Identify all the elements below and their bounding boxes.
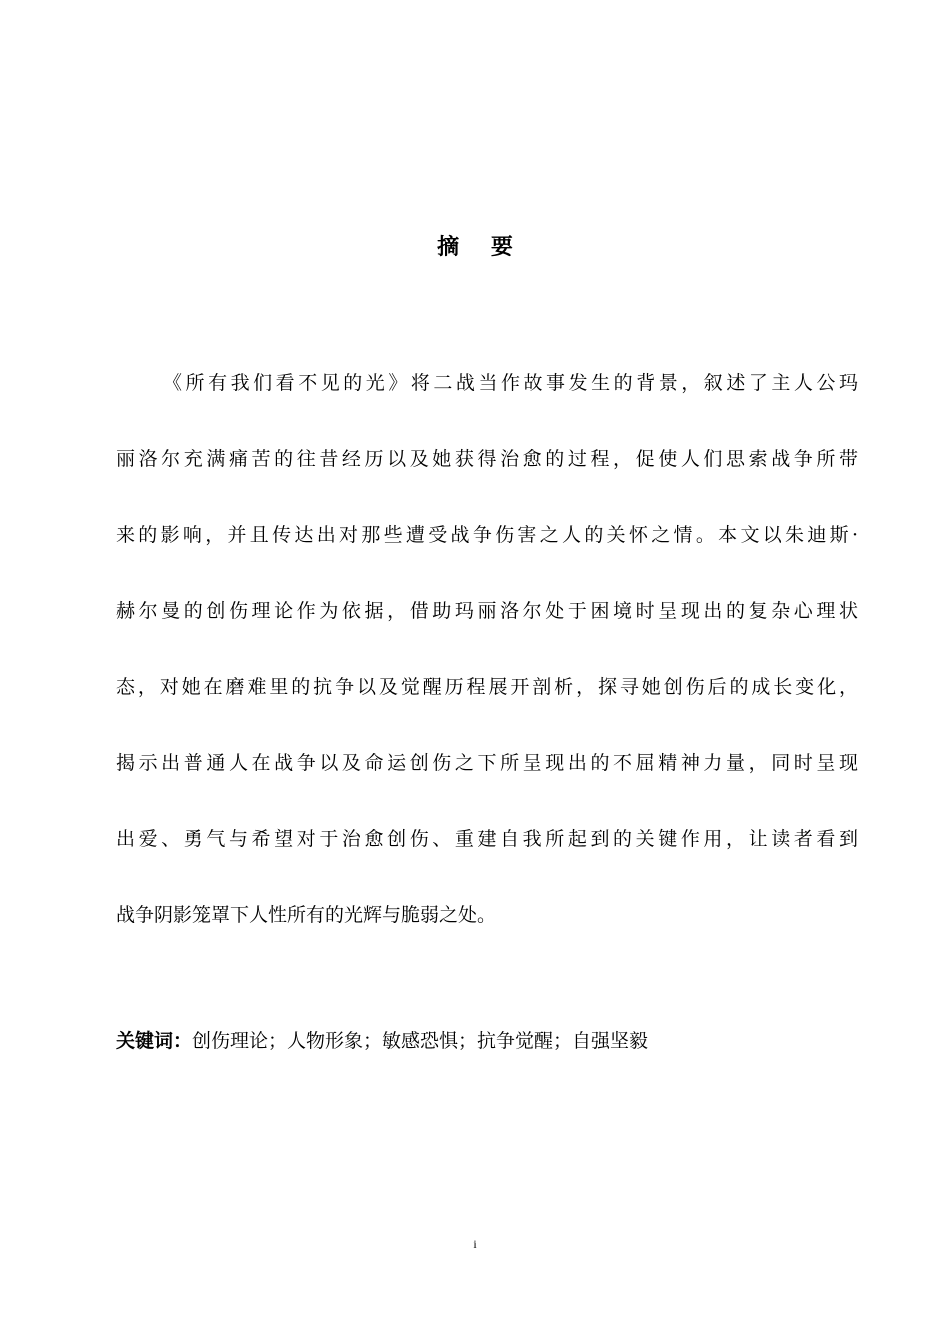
- keywords-text: 创伤理论；人物形象；敏感恐惧；抗争觉醒；自强坚毅: [192, 1030, 649, 1052]
- abstract-line: 揭示出普通人在战争以及命运创伤之下所呈现出的不屈精神力量，同时呈现: [116, 752, 858, 774]
- abstract-body: [116, 362, 858, 970]
- abstract-line: 来的影响，并且传达出对那些遭受战争伤害之人的关怀之情。本文以朱迪斯·: [116, 524, 858, 546]
- abstract-line: 出爱、勇气与希望对于治愈创伤、重建自我所起到的关键作用，让读者看到: [116, 828, 858, 850]
- abstract-line: 《所有我们看不见的光》将二战当作故事发生的背景，叙述了主人公玛: [163, 372, 858, 394]
- keywords-line: [116, 1020, 858, 1062]
- abstract-line: 丽洛尔充满痛苦的往昔经历以及她获得治愈的过程，促使人们思索战争所带: [116, 448, 858, 470]
- abstract-line: 战争阴影笼罩下人性所有的光辉与脆弱之处。: [116, 904, 497, 926]
- keywords-label: 关键词：: [116, 1030, 193, 1052]
- abstract-title: 摘 要: [437, 235, 525, 260]
- abstract-line: 态，对她在磨难里的抗争以及觉醒历程展开剖析，探寻她创伤后的成长变化，: [116, 676, 858, 698]
- abstract-line: 赫尔曼的创伤理论作为依据，借助玛丽洛尔处于困境时呈现出的复杂心理状: [116, 600, 858, 622]
- page-number: i: [473, 1237, 477, 1251]
